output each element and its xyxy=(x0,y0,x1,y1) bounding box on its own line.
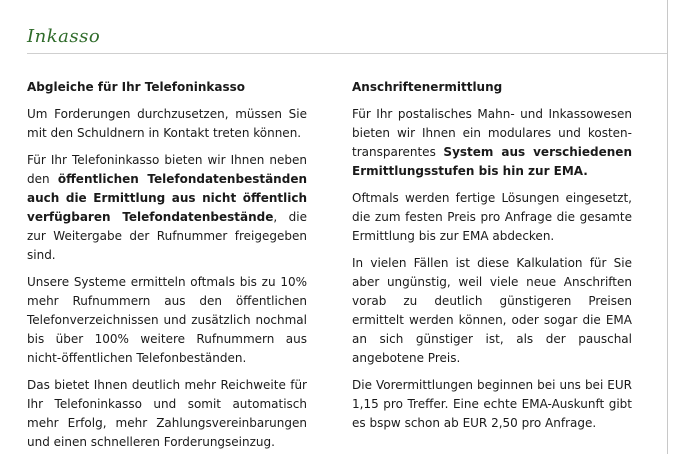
title-divider xyxy=(27,53,667,54)
paragraph xyxy=(27,151,307,265)
paragraph: Unsere Systeme ermitteln oftmals bis zu 10% mehr Rufnummern aus den öffentlichen Telefonverzeichnissen und zusätzlich nochmal bis über 100% weitere Rufnummern aus nicht-öffentlichen Telefonbeständen. xyxy=(27,275,307,365)
paragraph: Die Vorermittlungen beginnen bei uns bei EUR 1,15 pro Treffer. Eine echte EMA-Auskunft gibt es bspw schon ab EUR 2,50 pro Anfrage. xyxy=(352,378,632,430)
paragraph-emphasis: System aus verschiedenen Ermittlungsstufen bis hin zur EMA. xyxy=(352,145,632,178)
anschriftenermittlung-section xyxy=(352,78,632,441)
page-edge-divider xyxy=(667,0,668,454)
paragraph xyxy=(352,105,632,181)
paragraph-text: Für Ihr postalisches Mahn- und Inkassowesen bieten wir Ihnen ein modulares und kosten-transparentes xyxy=(352,107,632,159)
paragraph-emphasis: öffentlichen Telefondatenbeständen auch die Ermittlung aus nicht öffentlich verfügbaren Telefondatenbestände xyxy=(27,172,307,224)
paragraph: Das bietet Ihnen deutlich mehr Reichweite für Ihr Telefoninkasso und somit automatisch mehr Erfolg, mehr Zahlungsvereinbarungen und einen schnelleren Forderungseinzug. xyxy=(27,378,307,449)
paragraph: Oftmals werden fertige Lösungen eingesetzt, die zum festen Preis pro Anfrage die gesamte Ermittlung bis zur EMA abdecken. xyxy=(352,191,632,243)
paragraph-text: Für Ihr Telefoninkasso bieten wir Ihnen neben den xyxy=(27,153,307,186)
section-title: Anschriftenermittlung xyxy=(352,80,503,94)
page-title: Inkasso xyxy=(27,26,101,47)
paragraph: Um Forderungen durchzusetzen, müssen Sie mit den Schuldnern in Kontakt treten können. xyxy=(27,107,307,140)
section-title: Abgleiche für Ihr Telefoninkasso xyxy=(27,80,246,94)
paragraph: In vielen Fällen ist diese Kalkulation für Sie aber ungünstig, weil viele neue Anschriften vorab zu deutlich günstigeren Preisen ermittelt werden können, oder sogar die EMA an sich günstiger ist, als der pauschal angebotene Preis. xyxy=(352,256,632,365)
paragraph-text: , die zur Weitergabe der Rufnummer freigegeben sind. xyxy=(27,210,307,262)
telefoninkasso-section xyxy=(27,78,307,454)
